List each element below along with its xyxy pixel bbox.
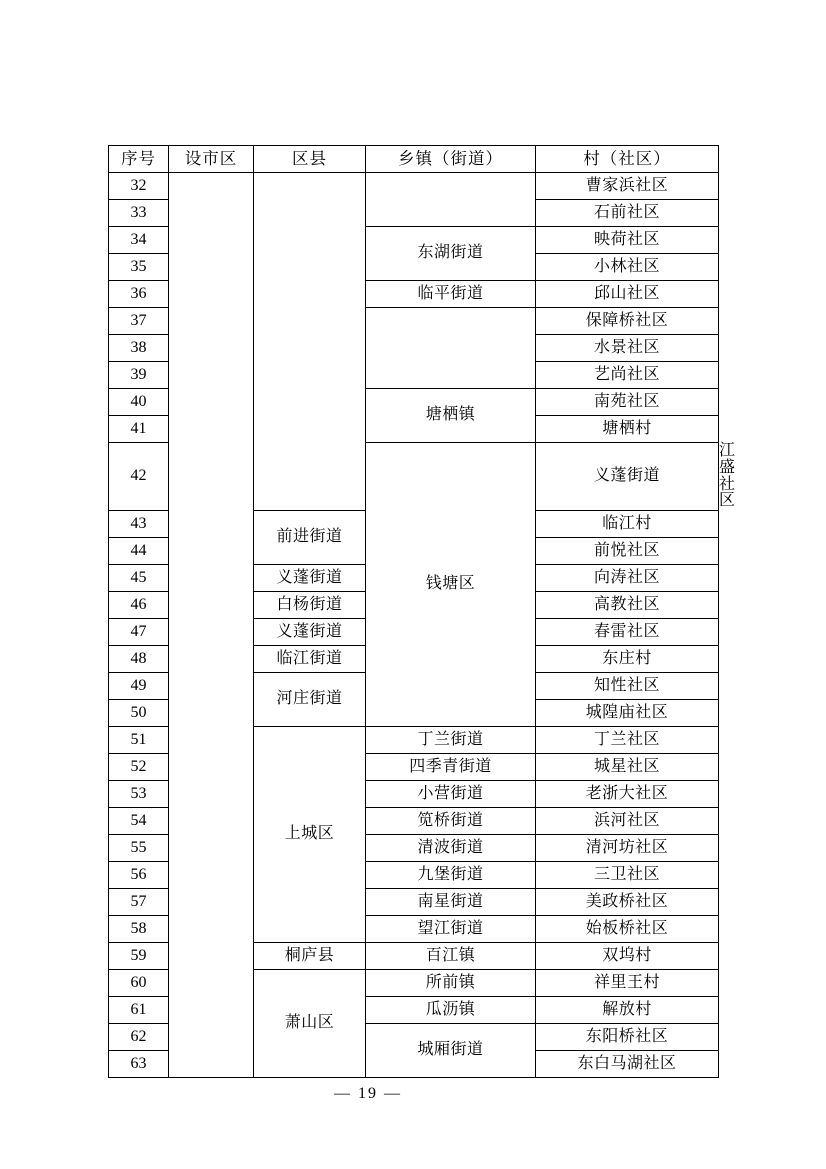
column-header-district: 区县 <box>254 146 366 173</box>
cell-seq: 52 <box>109 754 169 781</box>
cell-seq: 56 <box>109 862 169 889</box>
cell-seq: 54 <box>109 808 169 835</box>
cell-seq: 50 <box>109 700 169 727</box>
cell-city <box>169 173 254 1078</box>
cell-seq: 34 <box>109 227 169 254</box>
cell-town: 丁兰街道 <box>366 727 536 754</box>
table-header <box>109 146 719 173</box>
cell-town: 清波街道 <box>366 835 536 862</box>
village-list-table-wrapper <box>108 145 736 1078</box>
cell-village: 城隍庙社区 <box>536 700 719 727</box>
cell-seq: 53 <box>109 781 169 808</box>
cell-town: 小营街道 <box>366 781 536 808</box>
column-header-town: 乡镇（街道） <box>366 146 536 173</box>
cell-town: 河庄街道 <box>254 673 366 727</box>
cell-district: 萧山区 <box>254 970 366 1078</box>
cell-seq: 43 <box>109 511 169 538</box>
cell-town: 义蓬街道 <box>536 443 719 511</box>
cell-village: 清河坊社区 <box>536 835 719 862</box>
cell-town: 义蓬街道 <box>254 619 366 646</box>
cell-seq: 51 <box>109 727 169 754</box>
cell-seq: 55 <box>109 835 169 862</box>
cell-town: 前进街道 <box>254 511 366 565</box>
cell-seq: 38 <box>109 335 169 362</box>
cell-town <box>366 308 536 389</box>
cell-district <box>254 173 366 511</box>
cell-town: 笕桥街道 <box>366 808 536 835</box>
cell-seq: 62 <box>109 1024 169 1051</box>
cell-village: 解放村 <box>536 997 719 1024</box>
cell-village: 老浙大社区 <box>536 781 719 808</box>
cell-town: 瓜沥镇 <box>366 997 536 1024</box>
cell-village: 美政桥社区 <box>536 889 719 916</box>
cell-village: 向涛社区 <box>536 565 719 592</box>
cell-town: 望江街道 <box>366 916 536 943</box>
table-row: 42 钱塘区 义蓬街道 江盛社区 <box>109 443 719 511</box>
cell-seq: 57 <box>109 889 169 916</box>
cell-village: 东庄村 <box>536 646 719 673</box>
cell-seq: 42 <box>109 443 169 511</box>
cell-village: 城星社区 <box>536 754 719 781</box>
cell-village: 始板桥社区 <box>536 916 719 943</box>
cell-seq: 32 <box>109 173 169 200</box>
cell-village: 保障桥社区 <box>536 308 719 335</box>
cell-village: 东阳桥社区 <box>536 1024 719 1051</box>
cell-seq: 35 <box>109 254 169 281</box>
cell-village: 高教社区 <box>536 592 719 619</box>
cell-town <box>366 173 536 227</box>
cell-village: 春雷社区 <box>536 619 719 646</box>
cell-village: 东白马湖社区 <box>536 1051 719 1078</box>
cell-village: 邱山社区 <box>536 281 719 308</box>
cell-town: 东湖街道 <box>366 227 536 281</box>
cell-village: 小林社区 <box>536 254 719 281</box>
table-header-row <box>109 146 719 173</box>
cell-town: 临江街道 <box>254 646 366 673</box>
cell-town: 白杨街道 <box>254 592 366 619</box>
cell-village: 艺尚社区 <box>536 362 719 389</box>
cell-village: 三卫社区 <box>536 862 719 889</box>
page-number-footer: — 19 — <box>334 1085 402 1102</box>
cell-village: 知性社区 <box>536 673 719 700</box>
cell-village: 水景社区 <box>536 335 719 362</box>
cell-seq: 36 <box>109 281 169 308</box>
cell-village: 浜河社区 <box>536 808 719 835</box>
cell-town: 四季青街道 <box>366 754 536 781</box>
cell-seq: 37 <box>109 308 169 335</box>
cell-seq: 41 <box>109 416 169 443</box>
cell-district: 桐庐县 <box>254 943 366 970</box>
cell-village: 塘栖村 <box>536 416 719 443</box>
cell-seq: 39 <box>109 362 169 389</box>
cell-seq: 60 <box>109 970 169 997</box>
cell-village: 双坞村 <box>536 943 719 970</box>
village-list-table <box>108 145 736 1078</box>
cell-district: 上城区 <box>254 727 366 943</box>
cell-town: 所前镇 <box>366 970 536 997</box>
cell-village: 曹家浜社区 <box>536 173 719 200</box>
cell-town: 城厢街道 <box>366 1024 536 1078</box>
cell-seq: 63 <box>109 1051 169 1078</box>
column-header-city: 设市区 <box>169 146 254 173</box>
cell-village: 南苑社区 <box>536 389 719 416</box>
table-body <box>109 173 736 1078</box>
cell-seq: 45 <box>109 565 169 592</box>
cell-village: 映荷社区 <box>536 227 719 254</box>
cell-seq: 47 <box>109 619 169 646</box>
cell-town: 临平街道 <box>366 281 536 308</box>
cell-town: 塘栖镇 <box>366 389 536 443</box>
table-row <box>109 173 719 200</box>
cell-seq: 59 <box>109 943 169 970</box>
cell-seq: 40 <box>109 389 169 416</box>
cell-town: 南星街道 <box>366 889 536 916</box>
cell-seq: 46 <box>109 592 169 619</box>
cell-village: 临江村 <box>536 511 719 538</box>
cell-seq: 33 <box>109 200 169 227</box>
cell-village: 丁兰社区 <box>536 727 719 754</box>
cell-town: 百江镇 <box>366 943 536 970</box>
cell-seq: 48 <box>109 646 169 673</box>
cell-town: 九堡街道 <box>366 862 536 889</box>
cell-village: 石前社区 <box>536 200 719 227</box>
cell-village: 祥里王村 <box>536 970 719 997</box>
cell-seq: 44 <box>109 538 169 565</box>
column-header-village: 村（社区） <box>536 146 719 173</box>
column-header-seq: 序号 <box>109 146 169 173</box>
cell-seq: 58 <box>109 916 169 943</box>
cell-seq: 61 <box>109 997 169 1024</box>
cell-village: 前悦社区 <box>536 538 719 565</box>
cell-district: 钱塘区 <box>366 443 536 727</box>
cell-town: 义蓬街道 <box>254 565 366 592</box>
cell-seq: 49 <box>109 673 169 700</box>
